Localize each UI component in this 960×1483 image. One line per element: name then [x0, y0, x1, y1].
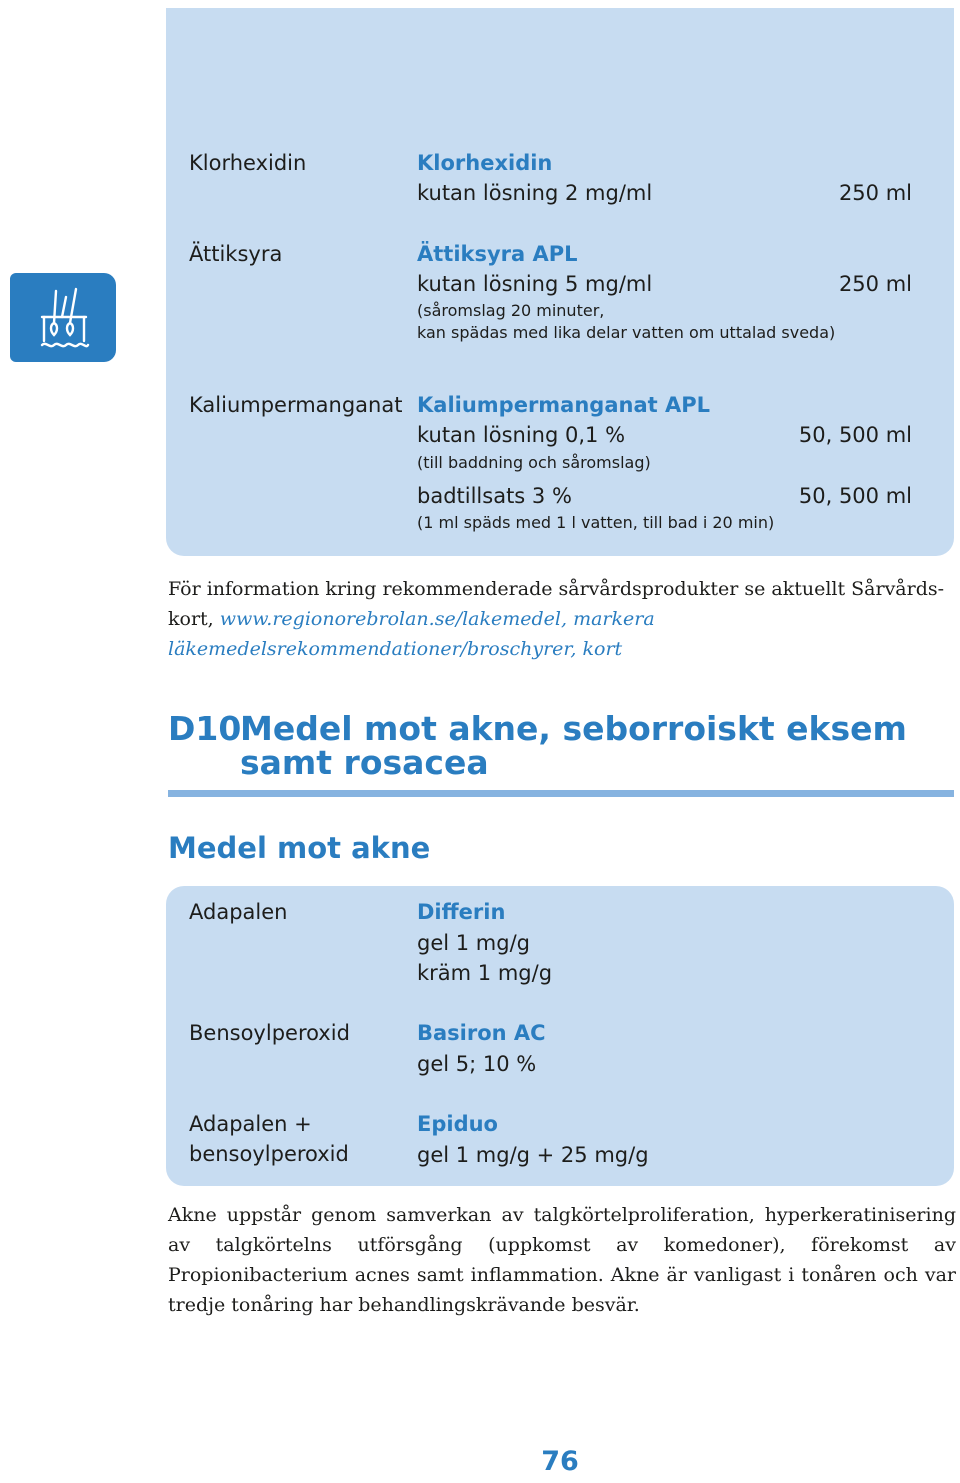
- product-form: gel 5; 10 %: [417, 1052, 537, 1076]
- product-volume: 250 ml: [838, 181, 912, 205]
- substance-label: Kaliumpermanganat: [189, 393, 403, 417]
- product-name: Basiron AC: [417, 1021, 546, 1045]
- product-note: (1 ml späds med 1 l vatten, till bad i 20 min): [417, 513, 775, 532]
- substance-label: Adapalen: [189, 900, 288, 924]
- product-form: kutan lösning 2 mg/ml: [417, 181, 653, 205]
- product-volume: 50, 500 ml: [798, 423, 912, 447]
- skin-hair-follicle-icon: [36, 283, 92, 353]
- product-form: gel 1 mg/g: [417, 931, 530, 955]
- product-note: (såromslag 20 minuter, kan spädas med lika delar vatten om uttalad sveda): [417, 301, 836, 342]
- substance-label: Bensoylperoxid: [189, 1021, 350, 1045]
- product-volume: 50, 500 ml: [798, 484, 912, 508]
- product-form: kräm 1 mg/g: [417, 961, 553, 985]
- substance-label: Adapalen + bensoylperoxid: [189, 1112, 349, 1166]
- product-note: (till baddning och såromslag): [417, 453, 651, 472]
- chapter-heading: [168, 709, 948, 782]
- chapter-code: D10: [168, 709, 242, 748]
- product-name: Ättiksyra APL: [417, 242, 578, 266]
- chapter-title: Medel mot akne, seborroiskt eksem samt rosacea: [240, 709, 907, 782]
- product-name: Epiduo: [417, 1112, 498, 1136]
- chapter-divider: [168, 790, 954, 797]
- body-paragraph: Akne uppstår genom samverkan av talgkörtelproliferation, hyperkeratinisering av talgkörtelns utförsgång (uppkomst av komedoner), förekomst av Propionibacterium acnes samt inflammation. Akne är vanligast i tonåren och var tredje tonåring har behandlingskrävande besvär.: [168, 1204, 956, 1316]
- chapter-side-tab: [10, 273, 116, 362]
- page-number: 76: [541, 1446, 579, 1477]
- product-form: kutan lösning 0,1 %: [417, 423, 626, 447]
- info-paragraph: [168, 574, 956, 664]
- info-link[interactable]: www.regionorebrolan.se/lakemedel, markera läkemedelsrekommendationer/broschyrer, kort: [168, 608, 655, 660]
- product-form: badtillsats 3 %: [417, 484, 572, 508]
- product-name: Klorhexidin: [417, 151, 553, 175]
- product-name: Differin: [417, 900, 506, 924]
- product-name: Kaliumpermanganat APL: [417, 393, 711, 417]
- product-volume: 250 ml: [838, 272, 912, 296]
- info-text: För information kring rekommenderade sårvårdsprodukter se aktuellt Sårvårdskort,: [168, 578, 945, 630]
- substance-label: Klorhexidin: [189, 151, 307, 175]
- substance-label: Ättiksyra: [189, 242, 283, 266]
- section-title: Medel mot akne: [168, 831, 431, 865]
- product-form: kutan lösning 5 mg/ml: [417, 272, 653, 296]
- product-form: gel 1 mg/g + 25 mg/g: [417, 1143, 649, 1167]
